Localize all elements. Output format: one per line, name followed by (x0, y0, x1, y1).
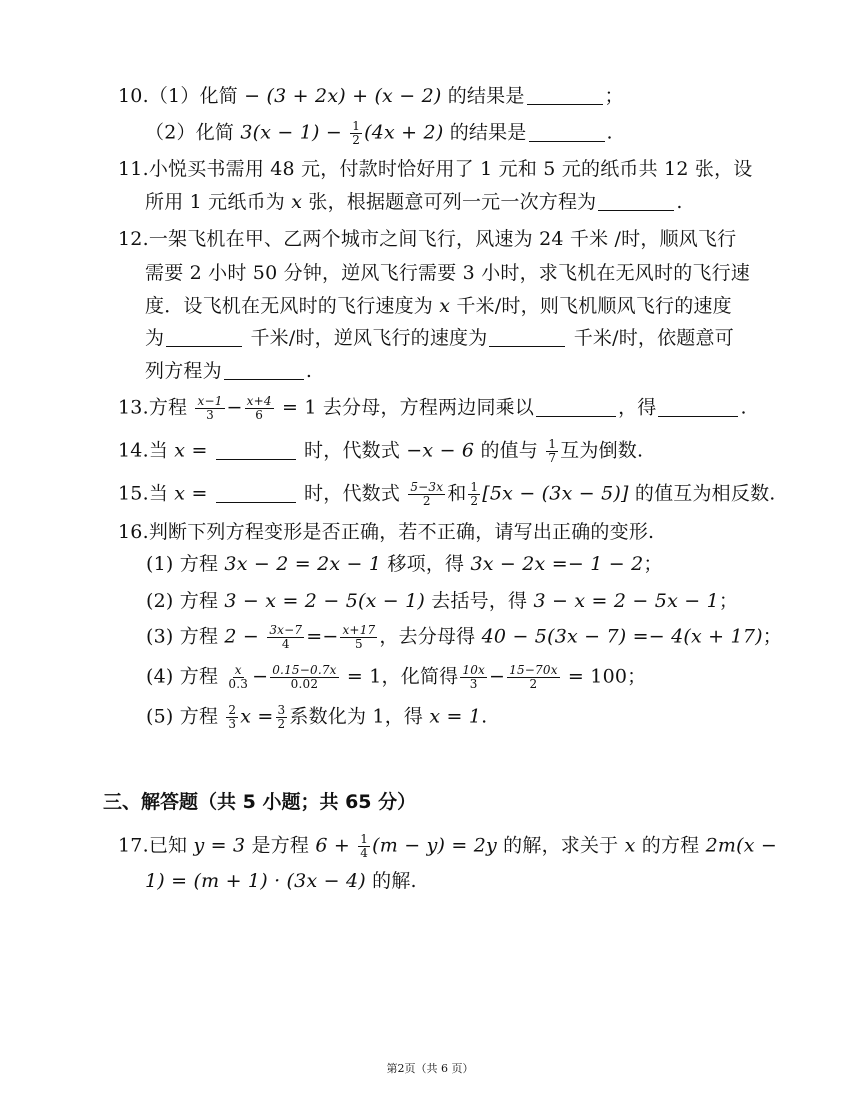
answer-blank[interactable] (489, 326, 565, 347)
q15: 15.当 x = 时，代数式 $\frac{5-3x}{2}$ 和 $\frac{1}{2}$ [5x − (3x − 5)] 的值互为相反数. (118, 480, 776, 508)
q12-line1: 12.一架飞机在甲、乙两个城市之间飞行，风速为 24 千米 /时，顺风飞行 (118, 228, 737, 250)
section-title: 三、解答题（共 5 小题；共 65 分） (103, 791, 417, 813)
q16-item5: (5) 方程 $\frac{2}{3}$ x = $\frac{3}{2}$ 系数化为 1，得 x = 1. (146, 703, 488, 731)
q16-item1: (1) 方程 3x − 2 = 2x − 1 移项，得 3x − 2x =− 1 − 2； (146, 553, 663, 575)
fraction: $\frac{1}{4}$ (360, 832, 369, 860)
answer-blank[interactable] (598, 190, 674, 211)
fraction: $\frac{1}{2}$ (470, 480, 479, 508)
q13: 13.方程 $\frac{x-1}{3}$ − $\frac{x+4}{6}$ = 1 去分母，方程两边同乘以 ，得 . (118, 394, 747, 422)
fraction: $\frac{5-3x}{2}$ (410, 480, 444, 508)
q16-item4: (4) 方程 $\frac{x}{0.3}$ − $\frac{0.15-0.7x}{0.02}$ = 1，化简得 $\frac{10x}{3}$ − $\frac{15-70x}{2}$ = 100； (146, 663, 647, 691)
fraction: $\frac{0.15-0.7x}{0.02}$ (272, 663, 337, 691)
fraction: $\frac{1}{2}$ (352, 119, 361, 147)
page-footer: 第2页（共 6 页） (386, 1062, 474, 1075)
q16-item2: (2) 方程 3 − x = 2 − 5(x − 1) 去括号，得 3 − x = 2 − 5x − 1； (146, 590, 739, 612)
fraction: $\frac{2}{3}$ (228, 703, 237, 731)
fraction: $\frac{3}{2}$ (277, 703, 286, 731)
answer-blank[interactable] (216, 482, 296, 503)
fraction: $\frac{15-70x}{2}$ (509, 663, 558, 691)
answer-blank[interactable] (216, 439, 296, 460)
q16-title: 16.判断下列方程变形是否正确，若不正确，请写出正确的变形. (118, 521, 655, 543)
q17-line1: 17.已知 y = 3 是方程 6 + $\frac{1}{4}$ (m − y) = 2y 的解，求关于 x 的方程 2m(x − (118, 832, 778, 860)
fraction: $\frac{x-1}{3}$ (197, 394, 223, 422)
q11-line2: 所用 1 元纸币为 x 张，根据题意可列一元一次方程为 . (145, 191, 683, 213)
q12-line4: 为 千米/时，逆风飞行的速度为 千米/时，依题意可 (145, 327, 734, 349)
answer-blank[interactable] (536, 396, 616, 417)
fraction: $\frac{1}{7}$ (548, 437, 557, 465)
q17-line2: 1) = (m + 1) · (3x − 4) 的解. (145, 870, 417, 892)
q11-line1: 11.小悦买书需用 48 元，付款时恰好用了 1 元和 5 元的纸币共 12 张，设 (118, 158, 753, 180)
q12-line2: 需要 2 小时 50 分钟，逆风飞行需要 3 小时，求飞机在无风时的飞行速 (145, 262, 750, 284)
fraction: $\frac{x}{0.3}$ (228, 663, 249, 691)
answer-blank[interactable] (224, 359, 304, 380)
q10-part1: 10.（1）化简 − (3 + 2x) + (x − 2) 的结果是 ； (118, 85, 624, 107)
q12-line3: 度．设飞机在无风时的飞行速度为 x 千米/时，则飞机顺风飞行的速度 (145, 295, 732, 317)
q14: 14.当 x = 时，代数式 −x − 6 的值与 $\frac{1}{7}$ 互为倒数. (118, 437, 644, 465)
fraction: $\frac{10x}{3}$ (462, 663, 485, 691)
answer-blank[interactable] (658, 396, 738, 417)
fraction: $\frac{x+4}{6}$ (246, 394, 272, 422)
answer-blank[interactable] (166, 326, 242, 347)
answer-blank[interactable] (527, 84, 603, 105)
fraction: $\frac{x+17}{5}$ (342, 623, 376, 651)
q16-item3: (3) 方程 2 − $\frac{3x-7}{4}$ =− $\frac{x+17}{5}$ ，去分母得 40 − 5(3x − 7) =− 4(x + 17)； (146, 623, 782, 651)
fraction: $\frac{3x-7}{4}$ (269, 623, 303, 651)
q12-line5: 列方程为 . (145, 360, 313, 382)
q10-part2: （2）化简 3(x − 1) − $\frac{1}{2}$ (4x + 2) 的结果是 . (145, 119, 613, 147)
answer-blank[interactable] (529, 121, 605, 142)
